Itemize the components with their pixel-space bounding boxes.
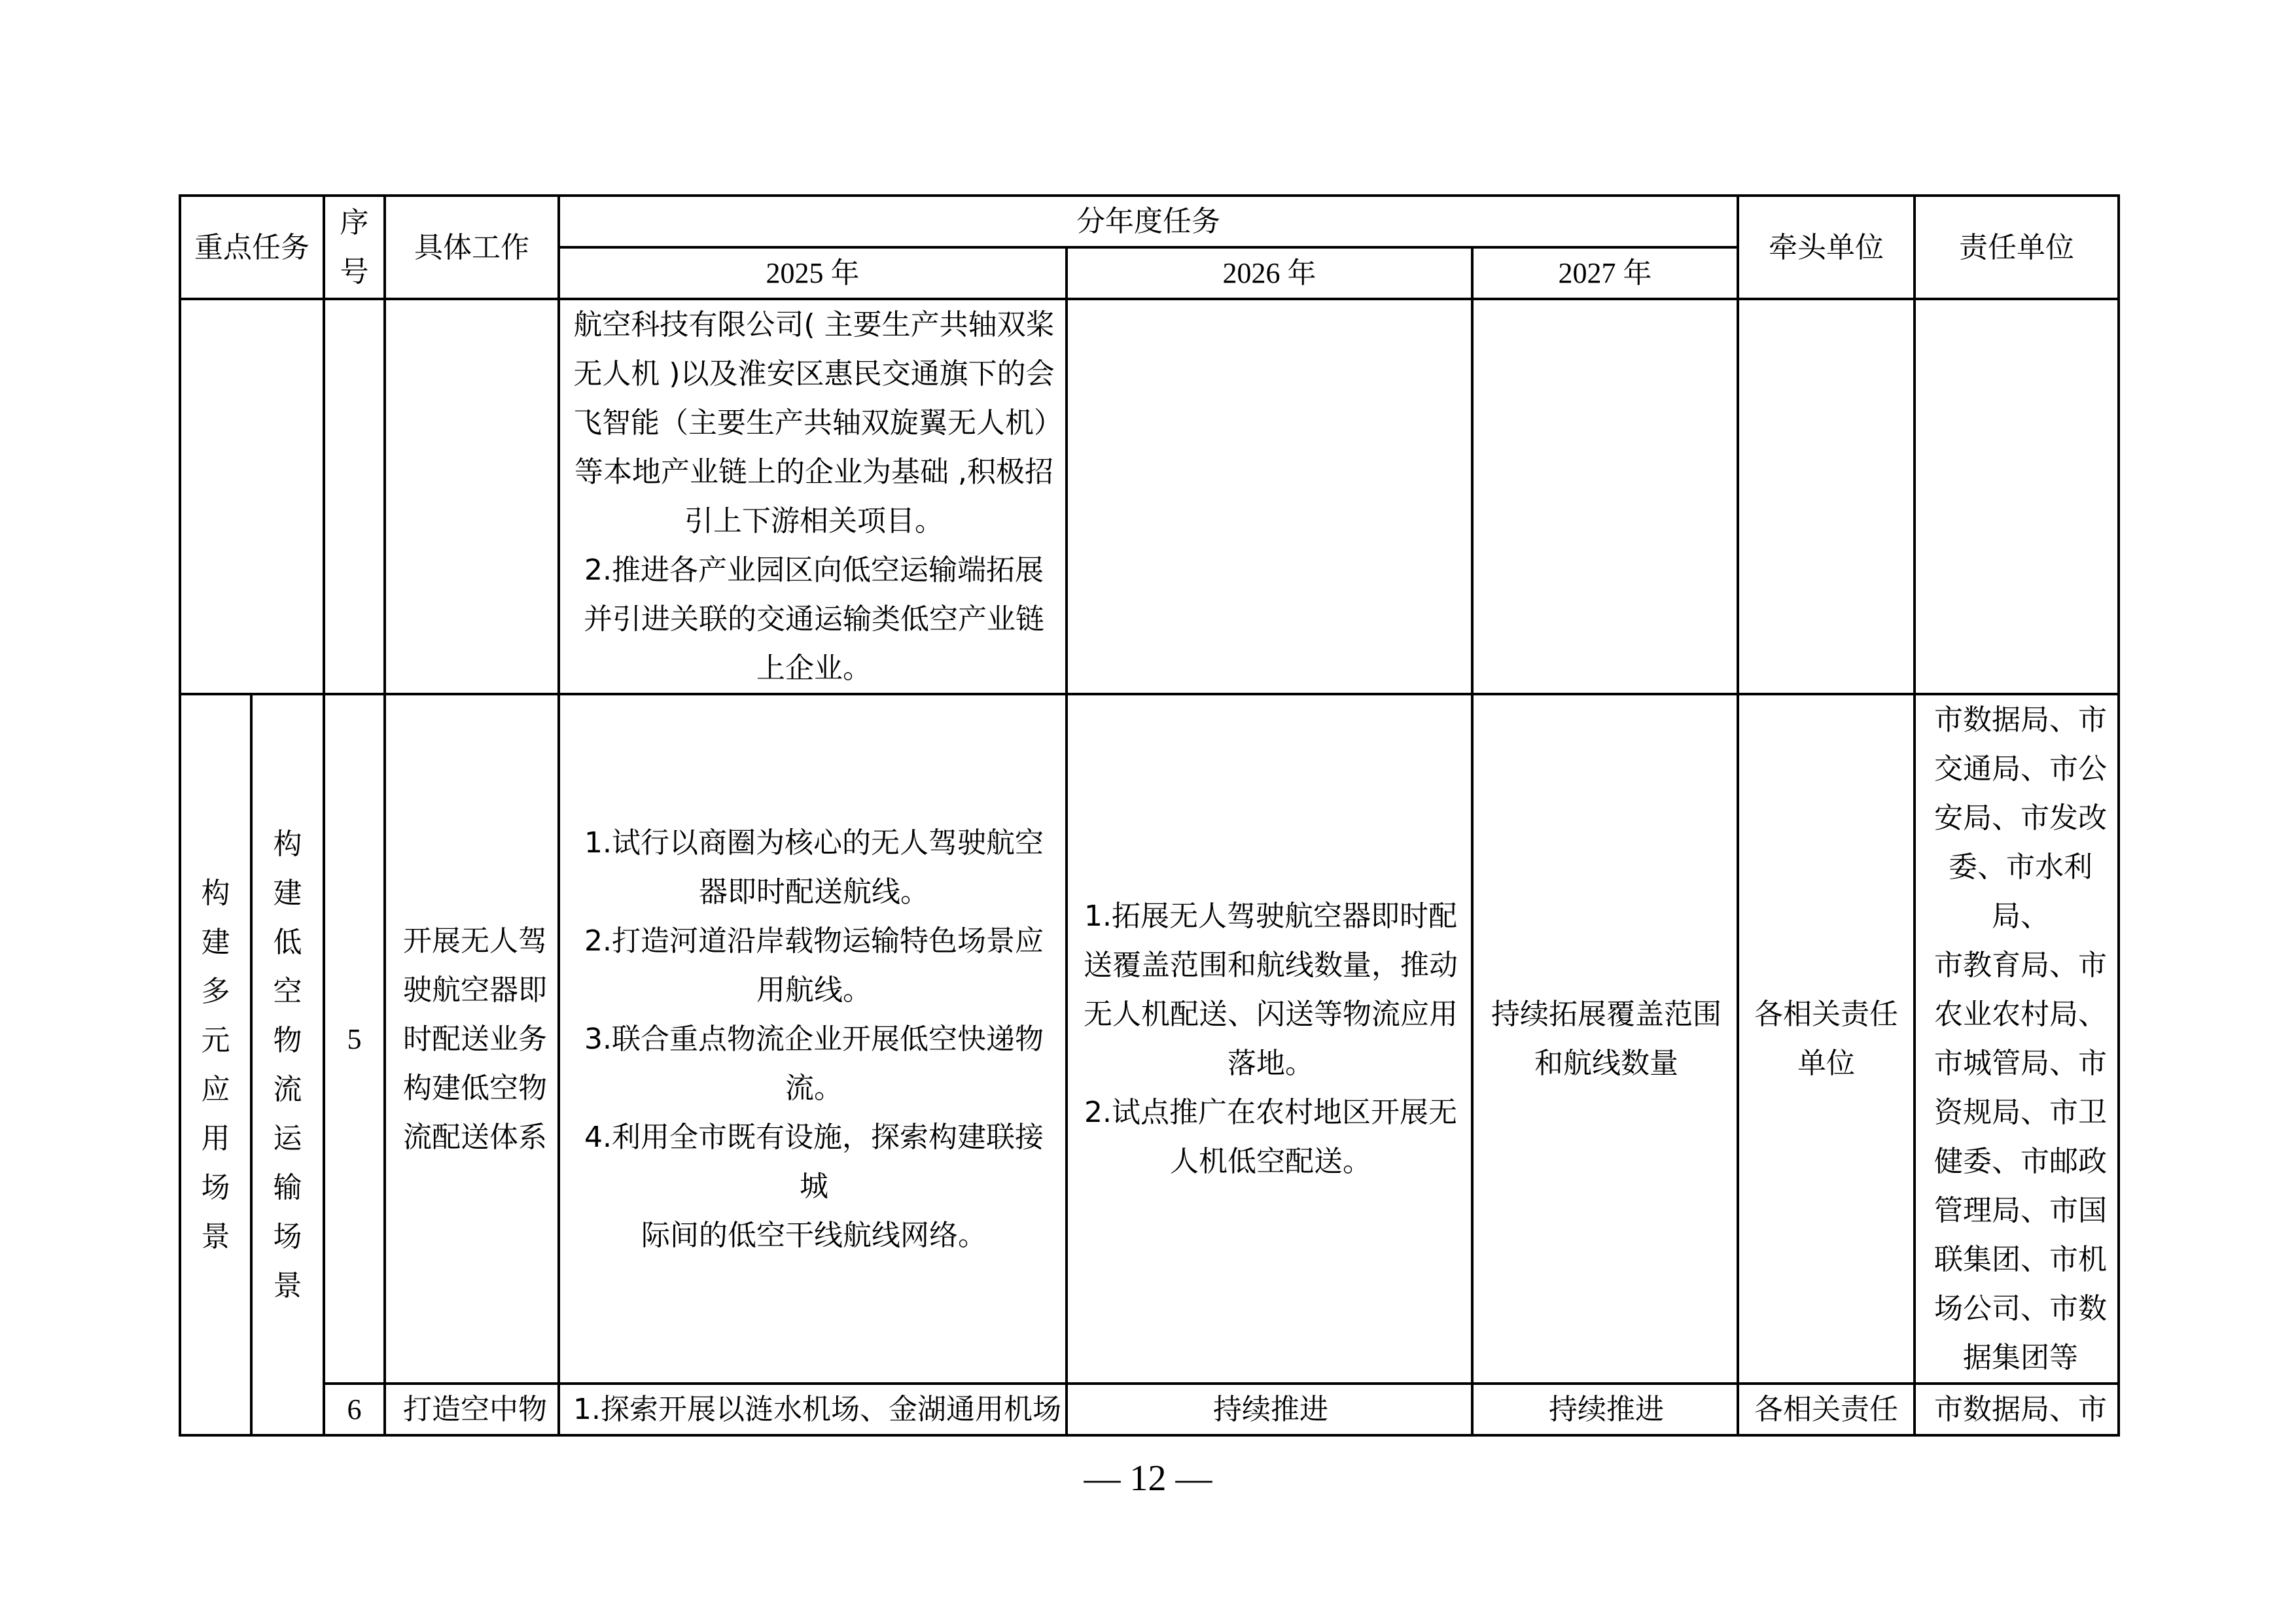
text-line: 器即时配送航线。 [699,875,929,909]
text-line: 际间的低空干线航线网络。 [641,1218,987,1252]
text-line: 2.试点推广在农村地区开展无 [1084,1096,1457,1129]
header-lead-unit: 牵头单位 [1738,196,1915,299]
text-line: 等本地产业链上的企业为基础 ,积极招 [574,455,1053,489]
resp-cell-continued [1915,299,2119,694]
text-line: 2.推进各产业园区向低空运输端拓展 [584,553,1044,587]
text-line: 并引进关联的交通运输类低空产业链 [584,602,1044,636]
key-task-cell [180,694,251,1435]
y2026-cell [1067,694,1472,1384]
text-line: 落地。 [1227,1047,1314,1080]
text-line: 据集团等 [1963,1341,2079,1374]
text-line: 管理局、市国 [1934,1194,2108,1227]
text-line: 1.拓展无人驾驶航空器即时配 [1084,899,1457,933]
y2026-cell: 持续推进 [1067,1384,1472,1435]
responsible-unit-cell [1915,694,2119,1384]
header-annual-tasks: 分年度任务 [559,196,1738,247]
text-line: 市数据局、市 [1934,703,2108,737]
header-row-1 [180,196,2119,247]
work-cell-continued [385,299,559,694]
text-line: 联集团、市机 [1934,1243,2108,1276]
responsible-unit-cell: 市数据局、市 [1915,1384,2119,1435]
sub-task-text: 构建低空物流运输场景 [273,827,302,1302]
key-task-text: 构建多元应用场景 [201,876,230,1253]
header-year-2025: 2025 年 [559,247,1067,299]
y2027-cell: 持续推进 [1472,1384,1738,1435]
text-line: 市城管局、市 [1934,1047,2108,1080]
work-cell [385,694,559,1384]
text-line: 引上下游相关项目。 [684,504,944,538]
header-responsible-unit: 责任单位 [1915,196,2119,299]
key-task-cell-continued [180,299,324,694]
task-table [179,194,2120,1437]
text-line: 安局、市发改 [1934,801,2108,835]
seq-cell-continued [324,299,385,694]
page-number: — 12 — [1084,1458,1212,1499]
text-line: 委、市水利局、 [1949,850,2093,933]
header-key-task: 重点任务 [180,196,324,299]
text-line: 送覆盖范围和航线数量，推动 [1084,949,1458,982]
y2025-cell-continued [559,299,1067,694]
text-line: 上企业。 [756,652,872,685]
header-seq [324,196,385,299]
text-line: 流。 [785,1071,843,1105]
lead-cell-continued [1738,299,1915,694]
table-row-6 [180,1384,2119,1435]
seq-cell: 5 [324,694,385,1384]
text-line: 单位 [1797,1047,1856,1080]
text-line: 2.打造河道沿岸载物运输特色场景应 [584,924,1044,958]
text-line: 持续拓展覆盖范围 [1491,998,1722,1031]
lead-unit-cell: 各相关责任 [1738,1384,1915,1435]
seq-cell: 6 [324,1384,385,1435]
text-line: 4.利用全市既有设施，探索构建联接城 [584,1120,1044,1203]
text-line: 资规局、市卫 [1934,1096,2108,1129]
text-line: 农业农村局、 [1934,998,2108,1031]
header-year-2026: 2026 年 [1067,247,1472,299]
y2027-cell-continued [1472,299,1738,694]
text-line: 1.试行以商圈为核心的无人驾驶航空 [584,826,1044,860]
text-line: 航空科技有限公司( 主要生产共轴双桨 [573,308,1055,341]
table-row-continued [180,299,2119,694]
text-line: 和航线数量 [1534,1047,1679,1080]
y2025-cell: 1.探索开展以涟水机场、金湖通用机场 [559,1384,1067,1435]
text-line: 场公司、市数 [1934,1292,2108,1325]
table-row-5 [180,694,2119,1384]
text-line: 人机低空配送。 [1170,1145,1371,1178]
text-line: 驶航空器即 [403,973,547,1007]
text-line: 市教育局、市 [1934,949,2108,982]
text-line: 无人机 )以及淮安区惠民交通旗下的会 [573,357,1055,391]
text-line: 各相关责任 [1754,998,1899,1031]
text-line: 时配送业务 [403,1022,547,1056]
text-line: 交通局、市公 [1934,752,2108,786]
work-cell: 打造空中物 [385,1384,559,1435]
text-line: 无人机配送、闪送等物流应用 [1084,998,1458,1031]
header-year-2027: 2027 年 [1472,247,1738,299]
y2025-cell [559,694,1067,1384]
y2027-cell [1472,694,1738,1384]
text-line: 健委、市邮政 [1934,1145,2108,1178]
header-specific-work: 具体工作 [385,196,559,299]
text-line: 构建低空物 [403,1071,547,1105]
y2026-cell-continued [1067,299,1472,694]
text-line: 流配送体系 [403,1120,547,1154]
sub-task-cell [251,694,324,1435]
text-line: 用航线。 [756,973,872,1007]
lead-unit-cell [1738,694,1915,1384]
text-line: 3.联合重点物流企业开展低空快递物 [584,1022,1044,1056]
text-line: 开展无人驾 [403,924,547,958]
header-seq-text: 序号 [340,206,369,288]
text-line: 飞智能（主要生产共轴双旋翼无人机） [573,406,1063,440]
